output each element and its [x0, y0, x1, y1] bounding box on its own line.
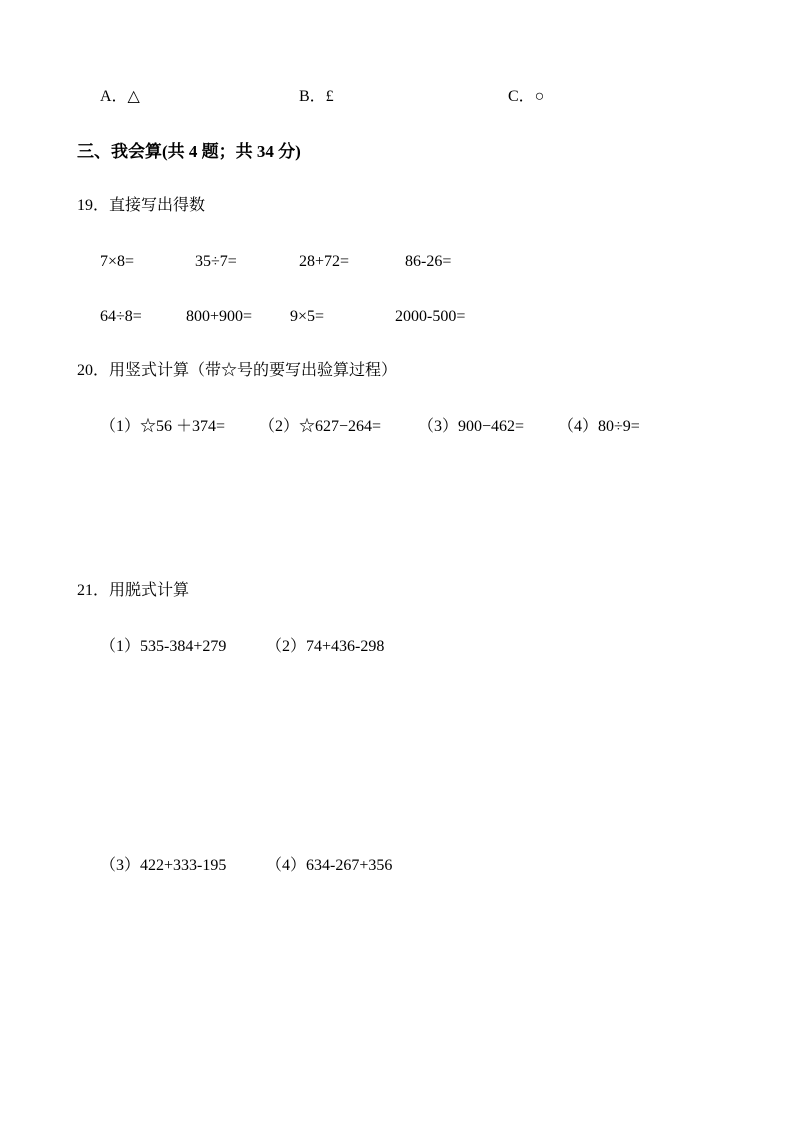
option-b: B．£	[299, 88, 334, 105]
question-20-title: 20．用竖式计算（带☆号的要写出验算过程）	[77, 362, 398, 379]
q20-item: （1）☆56 ＋374=	[100, 418, 226, 435]
q21-item: （1）535-384+279	[100, 638, 227, 655]
q19-expr: 35÷7=	[195, 253, 237, 270]
option-c: C．○	[508, 88, 545, 105]
q21-item: （2）74+436-298	[266, 638, 385, 655]
option-a: A．△	[100, 88, 140, 105]
q21-item: （3）422+333-195	[100, 857, 227, 874]
q19-expr: 2000-500=	[395, 308, 466, 325]
q19-expr: 64÷8=	[100, 308, 142, 325]
q20-item: （3）900−462=	[418, 418, 525, 435]
q19-expr: 28+72=	[299, 253, 350, 270]
q19-expr: 7×8=	[100, 253, 135, 270]
q20-item: （2）☆627−264=	[259, 418, 382, 435]
q19-expr: 800+900=	[186, 308, 253, 325]
section-title: 三、我会算(共 4 题；共 34 分)	[77, 142, 301, 161]
q21-item: （4）634-267+356	[266, 857, 393, 874]
question-19-title: 19．直接写出得数	[77, 197, 206, 214]
q19-expr: 86-26=	[405, 253, 452, 270]
q19-expr: 9×5=	[290, 308, 325, 325]
q20-item: （4）80÷9=	[558, 418, 640, 435]
question-21-title: 21．用脱式计算	[77, 582, 190, 599]
